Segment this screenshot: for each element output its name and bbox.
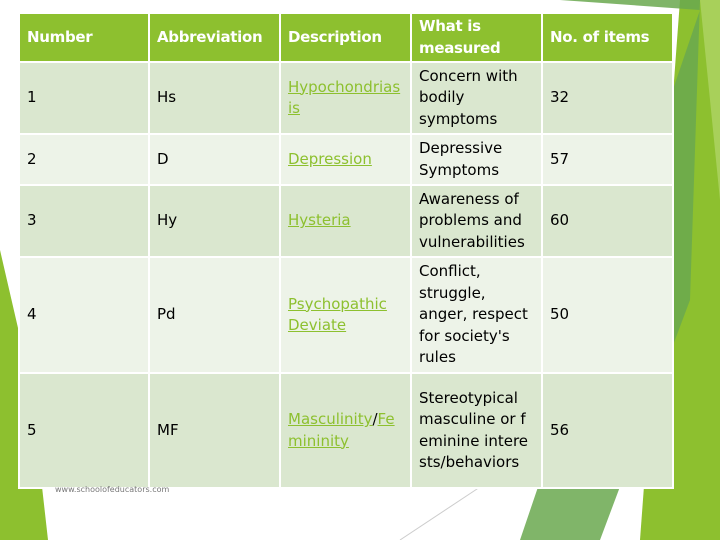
- cell-desc: [280, 373, 411, 488]
- header-row: [19, 13, 673, 62]
- cell-number: 4: [19, 257, 149, 373]
- cell-measured: Depressive Symptoms: [411, 134, 542, 185]
- cell-items: 60: [542, 185, 673, 257]
- header-abbreviation: Abbreviation: [149, 13, 280, 62]
- cell-measured: Conflict, struggle, anger, respect for society's rules: [411, 257, 542, 373]
- cell-number: 1: [19, 62, 149, 134]
- slash-separator: /: [372, 410, 378, 428]
- cell-abbr: D: [149, 134, 280, 185]
- header-number: Number: [19, 13, 149, 62]
- cell-number: 2: [19, 134, 149, 185]
- cell-items: 56: [542, 373, 673, 488]
- table-row: [19, 134, 673, 185]
- cell-desc: [280, 185, 411, 257]
- cell-measured: Concern with bodily symptoms: [411, 62, 542, 134]
- cell-items: 50: [542, 257, 673, 373]
- cell-number: 5: [19, 373, 149, 488]
- cell-abbr: Hy: [149, 185, 280, 257]
- cell-items: 32: [542, 62, 673, 134]
- table-row: [19, 373, 673, 488]
- description-link[interactable]: Depression: [288, 149, 372, 168]
- masculinity-link[interactable]: Masculinity: [288, 410, 373, 428]
- cell-desc: [280, 257, 411, 373]
- cell-measured: Stereotypical masculine or feminine interests/behaviors: [411, 373, 542, 488]
- description-link[interactable]: Hypochondriasis: [288, 77, 401, 117]
- cell-items: 57: [542, 134, 673, 185]
- cell-measured: Awareness of problems and vulnerabilities: [411, 185, 542, 257]
- header-description: Description: [280, 13, 411, 62]
- description-link[interactable]: Psychopathic Deviate: [288, 294, 387, 334]
- table-row: [19, 62, 673, 134]
- description-link[interactable]: Hysteria: [288, 211, 351, 230]
- mmpi-scales-table: [18, 12, 674, 489]
- cell-abbr: MF: [149, 373, 280, 488]
- cell-desc: [280, 62, 411, 134]
- femininity-link[interactable]: Femininity: [288, 410, 395, 450]
- header-items: No. of items: [542, 13, 673, 62]
- thin-line: [400, 487, 480, 540]
- cell-desc: [280, 134, 411, 185]
- table-row: [19, 185, 673, 257]
- table-row: [19, 257, 673, 373]
- header-what-measured: What is measured: [411, 13, 542, 62]
- cell-abbr: Pd: [149, 257, 280, 373]
- source-credit: www.schoolofeducators.com: [55, 485, 170, 494]
- cell-number: 3: [19, 185, 149, 257]
- cell-abbr: Hs: [149, 62, 280, 134]
